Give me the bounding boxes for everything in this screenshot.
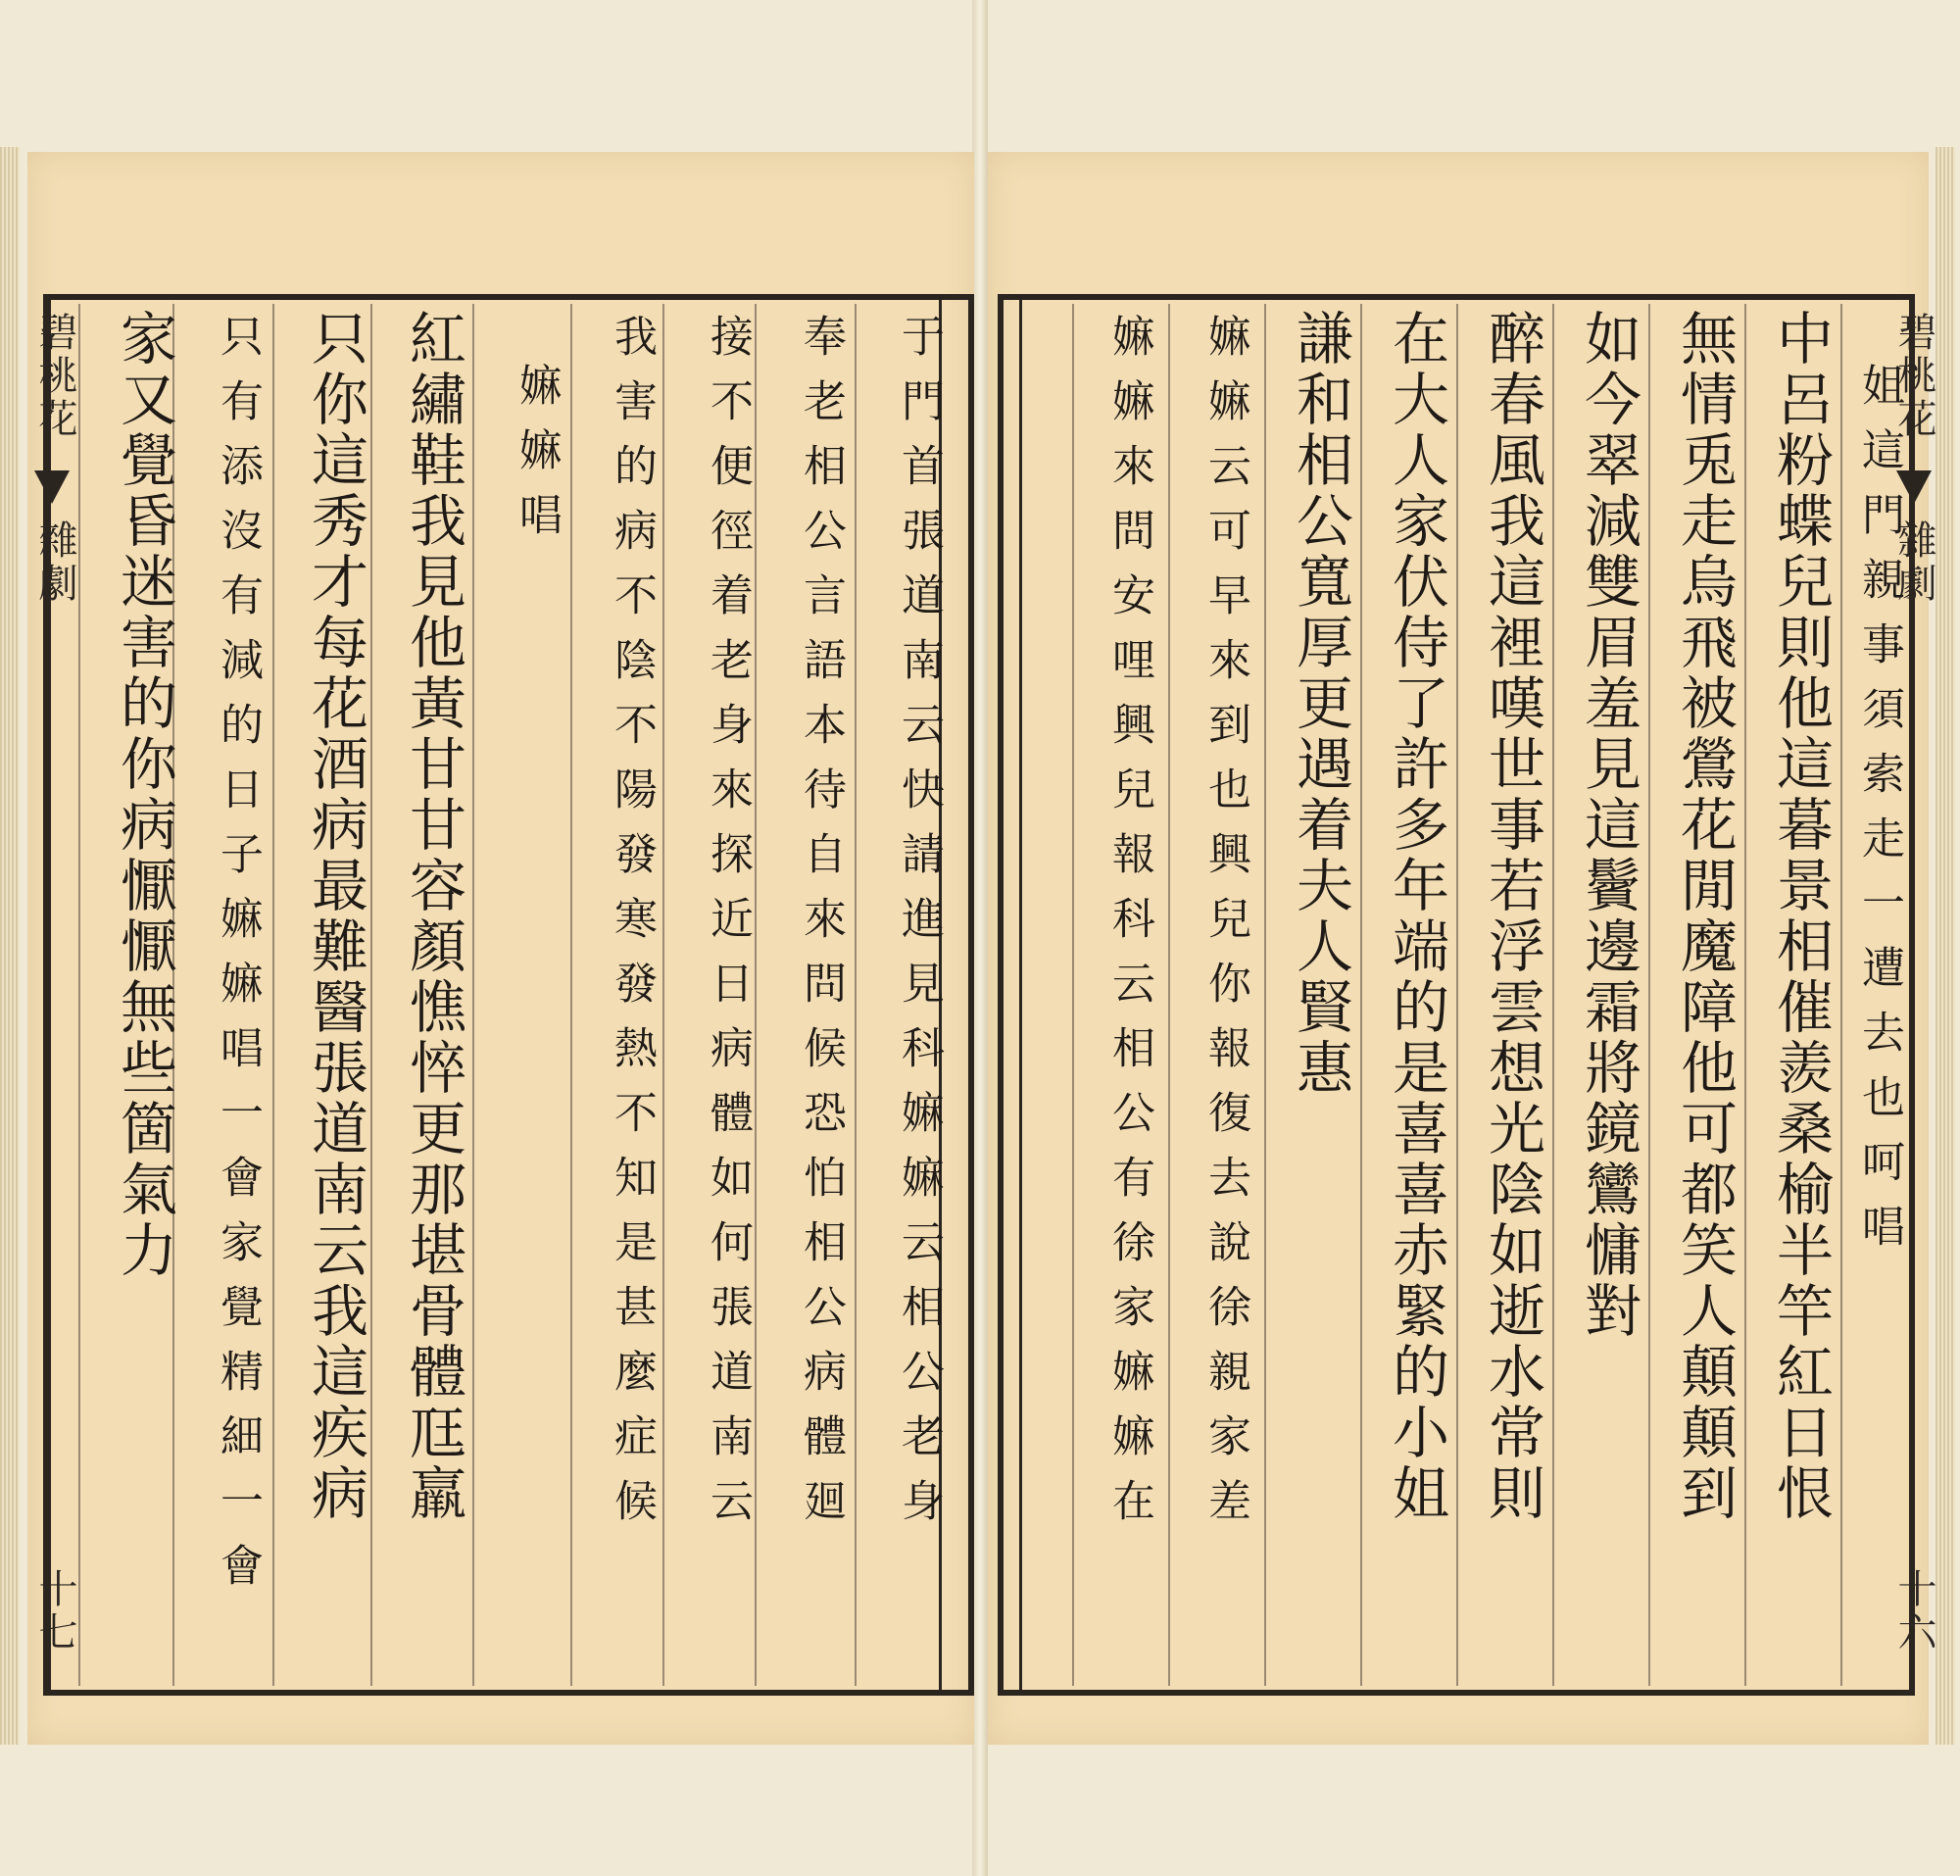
left-strip-section: 雜劇	[32, 519, 77, 606]
column-rule	[1168, 304, 1170, 1686]
text-column: 謙和相公寬厚更遇着夫人賢惠	[1287, 309, 1353, 1099]
left-strip-title: 碧桃花	[32, 312, 77, 441]
text-column: 家又覺昏迷害的你病懨懨無些箇氣力	[111, 309, 177, 1281]
right-strip-folio: 十六	[1891, 1568, 1936, 1654]
text-column: 嫲嫲唱	[512, 363, 562, 557]
text-column: 紅繡鞋我見他黃甘甘容顏憔悴更那堪骨體尫羸	[400, 309, 466, 1524]
column-rule	[855, 304, 857, 1686]
right-strip-section: 雜劇	[1891, 519, 1936, 606]
text-column: 無情兎走烏飛被鶯花閒魔障他可都笑人顛顛到	[1671, 309, 1738, 1524]
text-column: 接不便徑着老身來探近日病體如何張道南云	[703, 314, 753, 1543]
text-column: 只有添沒有減的日子嫲嫲唱一會家覺精細一會	[213, 314, 263, 1607]
text-column: 于門首張道南云快請進見科嫲嫲云相公老身	[894, 314, 944, 1543]
text-column: 姐這門親事須索走一遭去也呵唱	[1854, 363, 1904, 1268]
column-rule	[1264, 304, 1266, 1686]
right-strip-title: 碧桃花	[1891, 312, 1936, 441]
text-column: 只你這秀才每花酒病最難醫張道南云我這疾病	[302, 309, 368, 1524]
fish-tail-mark	[34, 470, 70, 504]
text-column: 嫲嫲云可早來到也興兒你報復去說徐親家差	[1200, 314, 1250, 1543]
column-rule	[78, 304, 80, 1686]
text-column: 嫲嫲來問安哩興兒報科云相公有徐家嫲嫲在	[1104, 314, 1154, 1543]
text-column: 中呂粉蝶兒則他這暮景相催羨桑榆半竿紅日恨	[1767, 309, 1834, 1524]
column-rule	[570, 304, 572, 1686]
text-column: 如今翠減雙眉羞見這鬢邊霜將鏡鸞慵對	[1575, 309, 1642, 1342]
book-gutter	[972, 0, 988, 1876]
text-column: 醉春風我這裡嘆世事若浮雲想光陰如逝水常則	[1479, 309, 1545, 1524]
text-column: 在大人家伏侍了許多年端的是喜喜赤緊的小姐	[1383, 309, 1449, 1524]
column-rule	[1072, 304, 1074, 1686]
text-column: 我害的病不陰不陽發寒發熱不知是甚麼症候	[607, 314, 657, 1543]
right-frame-inner-rule	[1019, 300, 1022, 1690]
left-page-edge-stack	[0, 147, 20, 1745]
text-column: 奉老相公言語本待自來問候恐怕相公病體廻	[796, 314, 846, 1543]
left-strip-folio: 十七	[32, 1568, 77, 1654]
column-rule	[272, 304, 274, 1686]
column-rule	[662, 304, 664, 1686]
